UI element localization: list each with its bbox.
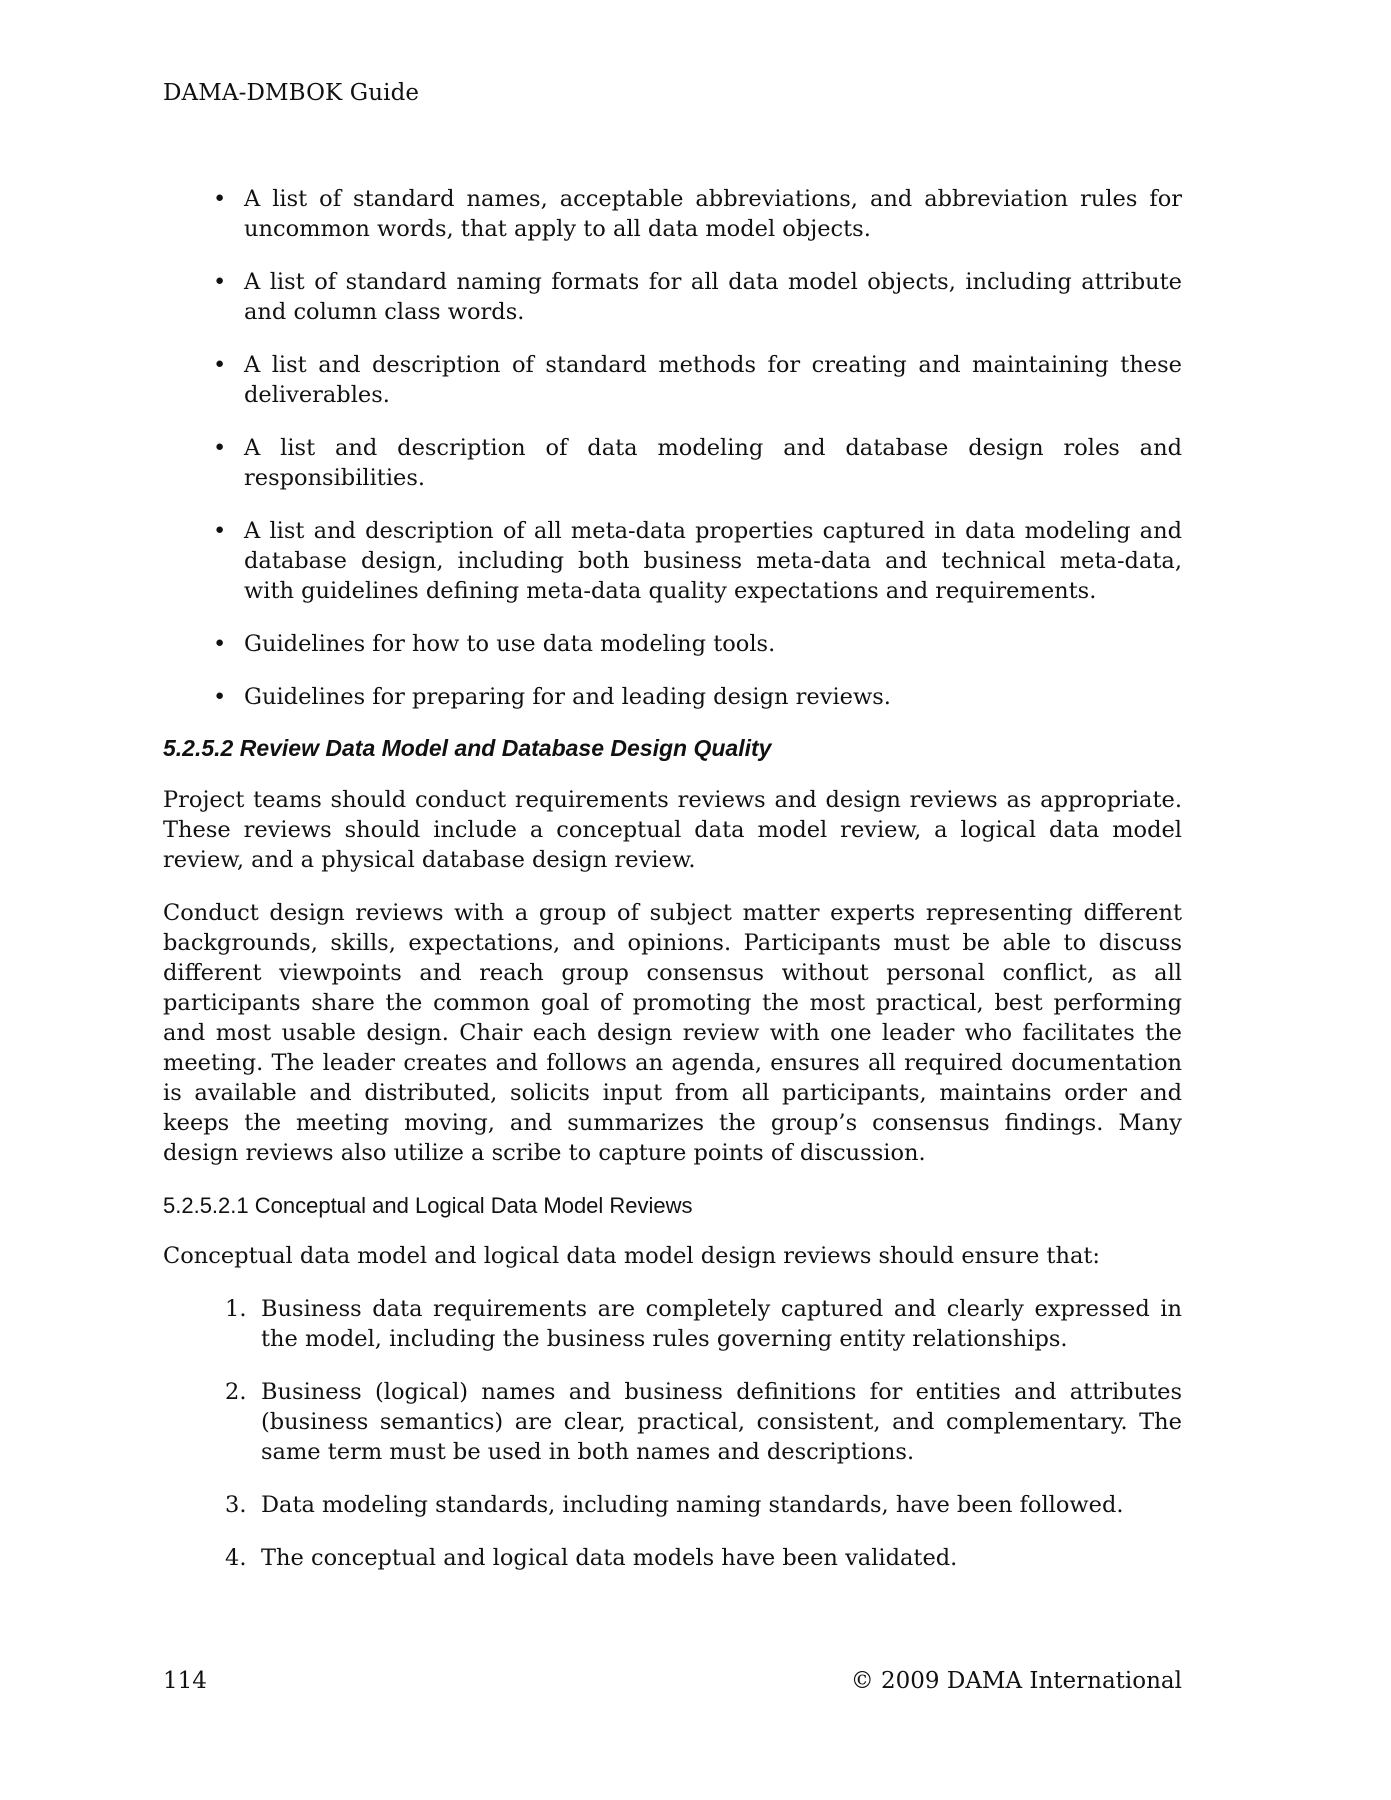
paragraph: Project teams should conduct requirements reviews and design reviews as appropriate. These reviews should include a conceptual data model review, a logical data model review, and a physical database design review. <box>163 787 1182 873</box>
running-header: DAMA-DMBOK Guide <box>163 80 420 106</box>
list-item <box>163 433 1182 493</box>
bullet-icon: • <box>213 684 227 710</box>
list-number: 3. <box>225 1492 247 1518</box>
list-item <box>163 1377 1182 1467</box>
numbered-list <box>163 1294 1182 1573</box>
list-item-text: Guidelines for how to use data modeling tools. <box>244 631 776 657</box>
list-item-text: A list and description of standard methods for creating and maintaining these deliverables. <box>244 352 1182 408</box>
list-item <box>163 267 1182 327</box>
paragraph: Conduct design reviews with a group of subject matter experts representing different backgrounds, skills, expectations, and opinions. Participants must be able to discuss different viewpoints and reach group consensus without personal conflict, as all participants share the common goal of promoting the most practical, best performing and most usable design. Chair each design review with one leader who facilitates the meeting. The leader creates and follows an agenda, ensures all required documentation is available and distributed, solicits input from all participants, maintains order and keeps the meeting moving, and summarizes the group’s consensus findings. Many design reviews also utilize a scribe to capture points of discussion. <box>163 900 1182 1166</box>
page-content <box>163 184 1182 1596</box>
copyright-notice: © 2009 DAMA International <box>850 1668 1182 1694</box>
list-item-text: Data modeling standards, including naming standards, have been followed. <box>261 1492 1124 1518</box>
list-item-text: Business (logical) names and business definitions for entities and attributes (business semantics) are clear, practical, consistent, and complementary. The same term must be used in both names and descriptions. <box>261 1379 1182 1465</box>
bullet-icon: • <box>213 631 227 657</box>
list-item <box>163 350 1182 410</box>
list-item-text: A list and description of data modeling and database design roles and responsibilities. <box>244 435 1182 491</box>
bullet-icon: • <box>213 352 227 378</box>
bullet-list <box>163 184 1182 712</box>
list-number: 4. <box>225 1545 247 1571</box>
bullet-icon: • <box>213 186 227 212</box>
list-item-text: A list of standard naming formats for all data model objects, including attribute and column class words. <box>244 269 1182 325</box>
list-item <box>163 1490 1182 1520</box>
list-item <box>163 682 1182 712</box>
list-item-text: A list and description of all meta-data properties captured in data modeling and database design, including both business meta-data and technical meta-data, with guidelines defining meta-data quality expectations and requirements. <box>244 518 1182 604</box>
bullet-icon: • <box>213 269 227 295</box>
paragraph: Conceptual data model and logical data model design reviews should ensure that: <box>163 1243 1101 1269</box>
list-number: 2. <box>225 1379 247 1405</box>
section-heading: 5.2.5.2 Review Data Model and Database Design Quality <box>163 735 772 761</box>
list-item <box>163 629 1182 659</box>
list-item-text: The conceptual and logical data models have been validated. <box>261 1545 958 1571</box>
list-number: 1. <box>225 1296 247 1322</box>
list-item <box>163 1543 1182 1573</box>
list-item-text: Guidelines for preparing for and leading design reviews. <box>244 684 891 710</box>
bullet-icon: • <box>213 435 227 461</box>
bullet-icon: • <box>213 518 227 544</box>
list-item-text: Business data requirements are completely captured and clearly expressed in the model, including the business rules governing entity relationships. <box>261 1296 1182 1352</box>
list-item-text: A list of standard names, acceptable abbreviations, and abbreviation rules for uncommon words, that apply to all data model objects. <box>244 186 1182 242</box>
list-item <box>163 516 1182 606</box>
page-number: 114 <box>163 1668 207 1694</box>
list-item <box>163 1294 1182 1354</box>
subsection-heading: 5.2.5.2.1 Conceptual and Logical Data Model Reviews <box>163 1193 693 1218</box>
list-item <box>163 184 1182 244</box>
